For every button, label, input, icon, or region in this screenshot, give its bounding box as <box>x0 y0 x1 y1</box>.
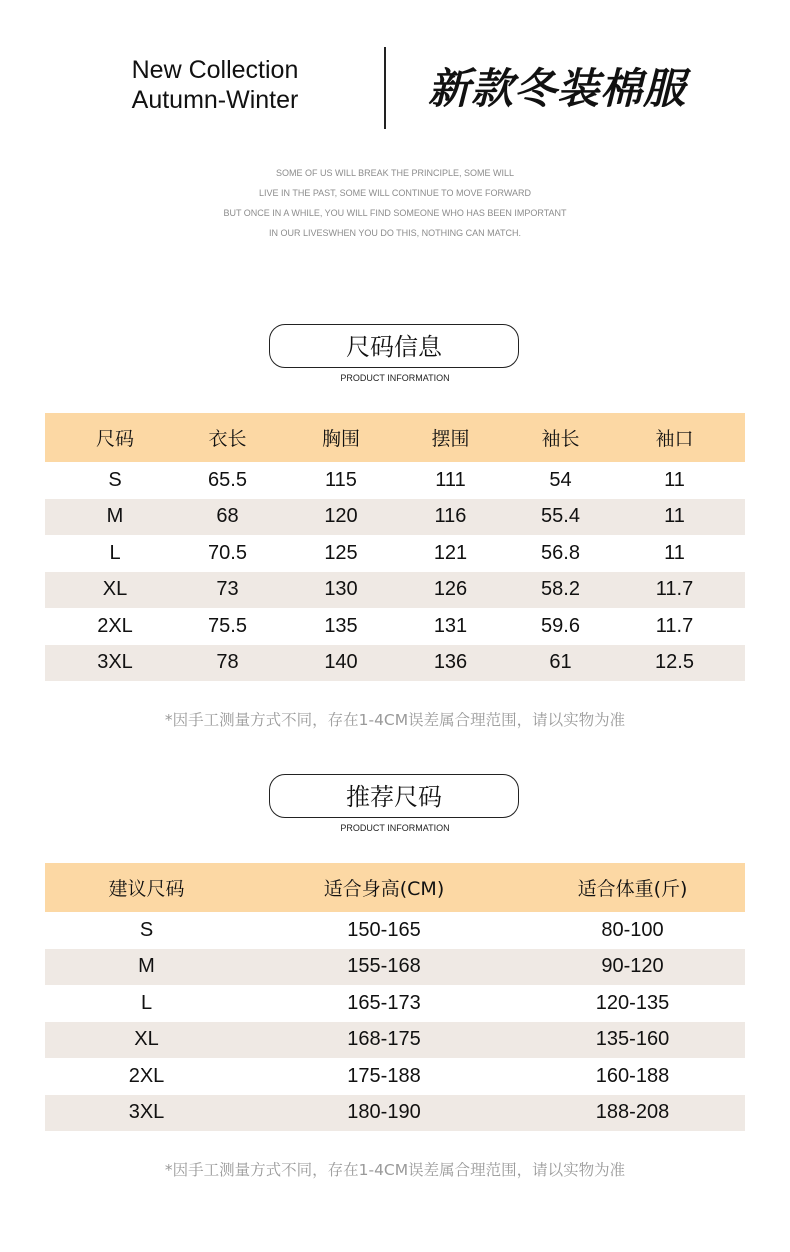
table-cell: 136 <box>433 651 468 674</box>
recommend-title: 推荐尺码 <box>269 774 519 818</box>
table-cell: 120 <box>324 505 358 528</box>
table-cell: 125 <box>324 541 358 564</box>
table-row <box>45 949 745 986</box>
table-cell: 130 <box>324 578 358 601</box>
size-info-table <box>45 413 745 681</box>
table-cell: 2XL <box>128 1064 165 1087</box>
page-header <box>0 0 790 140</box>
table-cell: 126 <box>433 578 468 601</box>
table-row <box>45 1095 745 1132</box>
table-cell: 2XL <box>97 614 133 637</box>
table-cell: 73 <box>216 578 239 601</box>
table-cell: 165-173 <box>347 991 421 1014</box>
quote-line: BUT ONCE IN A WHILE, YOU WILL FIND SOMEONE WHO HAS BEEN IMPORTANT <box>223 208 567 218</box>
column-header: 袖长 <box>541 428 580 450</box>
table-cell: S <box>108 468 122 491</box>
column-header: 尺码 <box>95 428 134 450</box>
table-cell: 58.2 <box>541 578 580 601</box>
collection-line-1: New Collection <box>131 56 299 84</box>
table-cell: 121 <box>433 541 468 564</box>
quote-line: IN OUR LIVESWHEN YOU DO THIS, NOTHING CAN MATCH. <box>268 228 522 238</box>
table-row <box>45 645 745 682</box>
table-cell: 11.7 <box>655 614 694 637</box>
table-row <box>45 572 745 609</box>
table-cell: 140 <box>324 651 358 674</box>
size-info-subtitle: PRODUCT INFORMATION <box>340 373 450 383</box>
column-header: 适合体重(斤) <box>577 878 688 900</box>
table-cell: 115 <box>325 468 357 491</box>
column-header: 袖口 <box>655 428 694 450</box>
table-cell: 120-135 <box>595 991 670 1014</box>
collection-title-cn: 新款冬装棉服 <box>428 64 687 113</box>
table-cell: 3XL <box>128 1101 165 1124</box>
table-cell: 131 <box>433 614 468 637</box>
table-cell: 180-190 <box>347 1101 421 1124</box>
table-cell: XL <box>102 578 128 601</box>
table-cell: 160-188 <box>595 1064 670 1087</box>
quote-line: LIVE IN THE PAST, SOME WILL CONTINUE TO MOVE FORWARD <box>258 188 532 198</box>
table-row <box>45 912 745 949</box>
size-info-title: 尺码信息 <box>269 324 519 368</box>
column-header: 衣长 <box>208 428 247 450</box>
recommend-subtitle: PRODUCT INFORMATION <box>340 823 450 833</box>
table-cell: 80-100 <box>601 918 664 941</box>
recommend-table <box>45 863 745 1131</box>
table-cell: 150-165 <box>347 918 421 941</box>
table-cell: 11 <box>664 505 685 528</box>
table-cell: 188-208 <box>595 1101 670 1124</box>
table-cell: 155-168 <box>347 955 421 978</box>
table-cell: 116 <box>434 505 467 528</box>
table-header-row <box>45 413 745 462</box>
quote-line: SOME OF US WILL BREAK THE PRINCIPLE, SOME WILL <box>275 168 515 178</box>
table-row <box>45 1058 745 1095</box>
table-cell: 61 <box>549 651 572 674</box>
table-cell: 135 <box>324 614 358 637</box>
table-cell: M <box>138 955 155 978</box>
table-cell: S <box>139 918 154 941</box>
column-header: 胸围 <box>321 428 360 450</box>
column-header: 摆围 <box>431 428 470 450</box>
measurement-note: *因手工测量方式不同，存在1-4CM误差属合理范围，请以实物为准 <box>164 1161 626 1179</box>
table-cell: 11 <box>664 468 685 491</box>
table-row <box>45 535 745 572</box>
collection-line-2: Autumn-Winter <box>131 86 299 114</box>
table-cell: 78 <box>216 651 239 674</box>
table-cell: 175-188 <box>347 1064 421 1087</box>
table-cell: 90-120 <box>601 955 664 978</box>
table-cell: 56.8 <box>541 541 580 564</box>
measurement-note: *因手工测量方式不同，存在1-4CM误差属合理范围，请以实物为准 <box>164 711 626 729</box>
table-cell: 12.5 <box>655 651 694 674</box>
table-cell: 75.5 <box>208 614 247 637</box>
table-cell: 55.4 <box>541 505 580 528</box>
table-cell: 59.6 <box>541 614 580 637</box>
table-cell: L <box>109 541 121 564</box>
table-cell: 54 <box>549 468 572 491</box>
quote-block <box>0 163 790 243</box>
table-row <box>45 1022 745 1059</box>
table-cell: 68 <box>216 505 239 528</box>
table-cell: 3XL <box>97 651 133 674</box>
table-row <box>45 985 745 1022</box>
column-header: 适合身高(CM) <box>323 878 445 900</box>
table-cell: M <box>106 505 124 528</box>
table-cell: 70.5 <box>208 541 247 564</box>
table-row <box>45 499 745 536</box>
table-row <box>45 608 745 645</box>
column-header: 建议尺码 <box>108 878 185 900</box>
table-header-row <box>45 863 745 912</box>
table-cell: 11.7 <box>655 578 694 601</box>
table-cell: XL <box>134 1028 159 1051</box>
header-divider <box>384 47 386 129</box>
table-cell: L <box>140 991 153 1014</box>
table-cell: 135-160 <box>595 1028 670 1051</box>
collection-title-en <box>110 55 320 115</box>
table-cell: 65.5 <box>208 468 247 491</box>
table-cell: 111 <box>435 468 466 491</box>
table-cell: 168-175 <box>347 1028 421 1051</box>
table-cell: 11 <box>664 541 685 564</box>
table-row <box>45 462 745 499</box>
